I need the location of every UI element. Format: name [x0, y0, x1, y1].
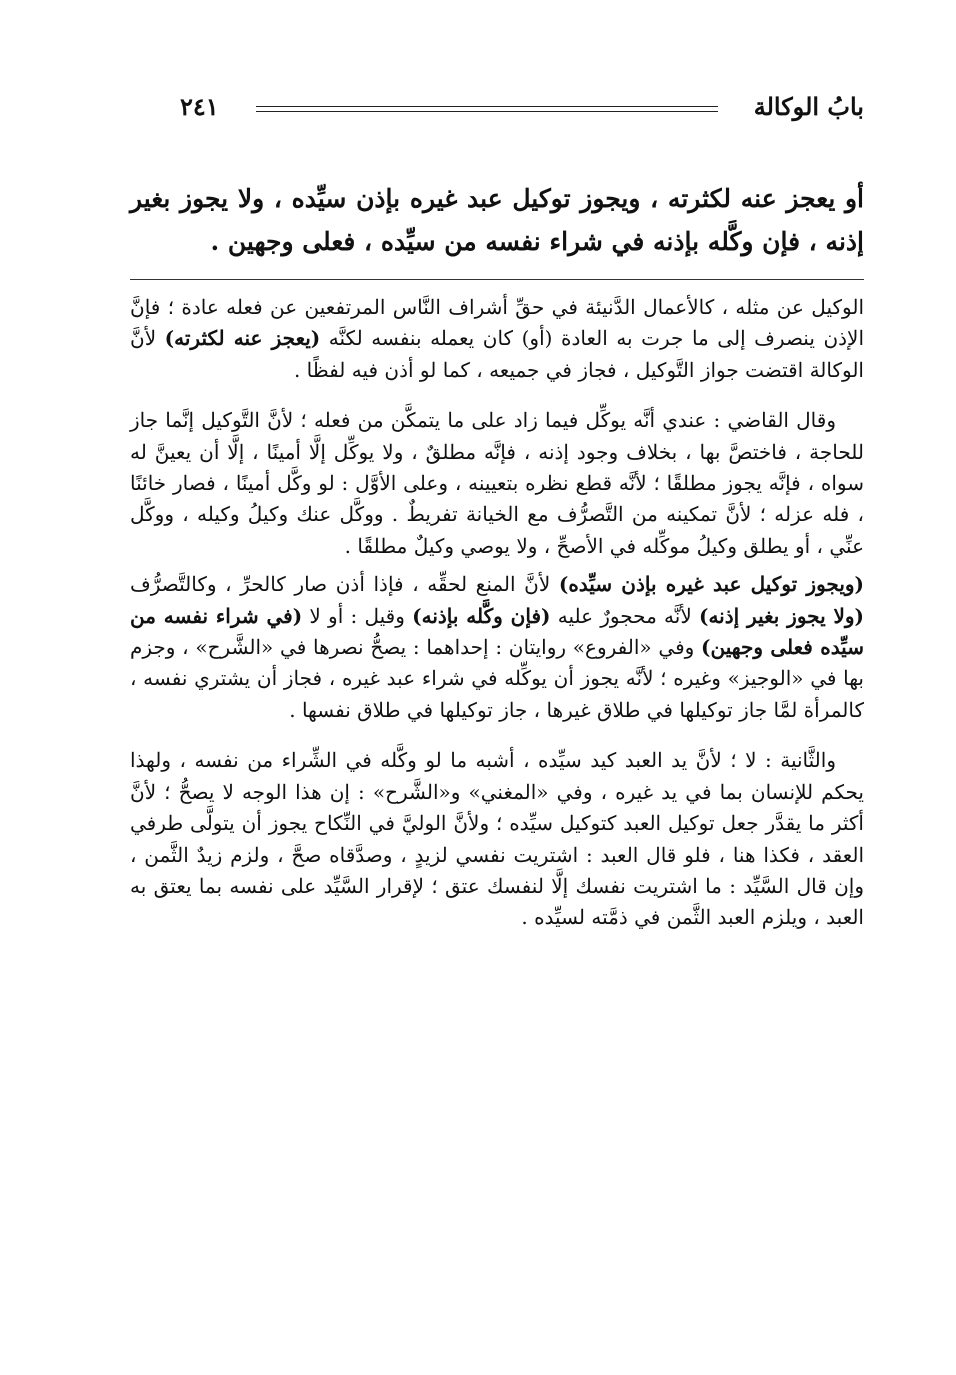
quoted-phrase: (فإن وكَّله بإذنه) [412, 603, 551, 628]
quoted-phrase: (في شراء نفسه من سيِّده فعلى وجهين) [130, 603, 864, 660]
quoted-phrase: (ولا يجوز بغير إذنه) [698, 603, 865, 628]
page-number: ٢٤١ [180, 92, 219, 121]
header-rule [256, 106, 718, 112]
paragraph-text: لأنَّ الوكالة اقتضت جواز التَّوكيل ، فجاز في جميعه ، كما لو أذن فيه لفظًا . [130, 326, 864, 382]
main-text: أو يعجز عنه لكثرته ، ويجوز توكيل عبد غيره بإذن سيِّده ، ولا يجوز بغير إذنه ، فإن وكَّله بإذنه في شراء نفسه من سيِّده ، فعلى وجهين . [130, 184, 864, 256]
quoted-phrase: (يعجز عنه لكثرته) [164, 326, 321, 351]
chapter-title: بابُ الوكالة [753, 92, 864, 121]
paragraph-text: الوكيل عن مثله ، كالأعمال الدَّنيئة في حقِّ أشراف النَّاس المرتفعين عن فعله عادة ؛ فإنَّ الإذن ينصرف إلى ما جرت به العادة (أو) كان يعمله بنفسه لكنَّه [130, 295, 865, 351]
paragraph-text: لأنَّه محجورٌ عليه [550, 603, 699, 628]
commentary-paragraph-3 [130, 569, 864, 726]
commentary-paragraph-2 [130, 405, 864, 562]
paragraph-text: وقال القاضي : عندي أنَّه يوكِّل فيما زاد على ما يتمكَّن من فعله ؛ لأنَّ التَّوكيل إنَّما جاز للحاجة ، فاختصَّ بها ، بخلاف وجود إذنه ، فإنَّه مطلقٌ ، ولا يوكِّل إلَّا أمينًا ، إلَّا أن يعينَّ له سواه ، فإنَّه يجوز مطلقًا ؛ لأنَّه قطع نظره بتعيينه ، وعلى الأوَّل : لو وكَّل أمينًا ، فصار خائنًا ، فله عزله ؛ لأنَّ تمكينه من التَّصرُّف مع الخيانة تفريطٌ . ووكَّل عنك وكيلُ وكيله ، ووكَّل عنِّي ، أو يطلق وكيلُ موكِّله في الأصحِّ ، ولا يوصي وكيلٌ مطلقًا . [130, 408, 864, 558]
quoted-phrase: (ويجوز توكيل عبد غيره بإذن سيِّده) [558, 572, 865, 597]
commentary-paragraph-4 [130, 745, 864, 933]
paragraph-text: وفي «الفروع» روايتان : إحداهما : يصحُّ نصرها في «الشَّرح» ، وجزم بها في «الوجيز» وغيره ؛ لأنَّه يجوز أن يوكِّله في شراء عبد غيره ، فجاز أن يشتري نفسه ، كالمرأة لمَّا جاز توكيلها في طلاق غيرها ، جاز توكيلها في طلاق نفسها . [130, 635, 864, 722]
paragraph-text: وقيل : أو لا [302, 603, 413, 628]
commentary-paragraph-1 [130, 292, 864, 386]
paragraph-text: لأنَّ المنع لحقِّه ، فإذا أذن صار كالحرِّ ، وكالتَّصرُّف [130, 572, 559, 597]
commentary [130, 287, 864, 934]
paragraph-text: والثَّانية : لا ؛ لأنَّ يد العبد كيد سيِّده ، أشبه ما لو وكَّله في الشِّراء من نفسه ، ولهذا يحكم للإنسان بما في يد غيره ، وفي «المغني» و«الشَّرح» : إن هذا الوجه لا يصحُّ ؛ لأنَّ أكثر ما يقدَّر جعل توكيل العبد كتوكيل سيِّده ؛ ولأنَّ الوليَّ في النِّكاح يجوز أن يتولَّى طرفي العقد ، فكذا هنا ، فلو قال العبد : اشتريت نفسي لزيدٍ ، وصدَّقاه صحَّ ، ولزم زيدٌ الثَّمن ، وإن قال السَّيِّد : ما اشتريت نفسك إلَّا لنفسك عتق ؛ لإقرار السَّيِّد على نفسه بما يعتق به العبد ، ويلزم العبد الثَّمن في ذمَّته لسيِّده . [130, 748, 864, 930]
main-text-separator [130, 279, 864, 280]
